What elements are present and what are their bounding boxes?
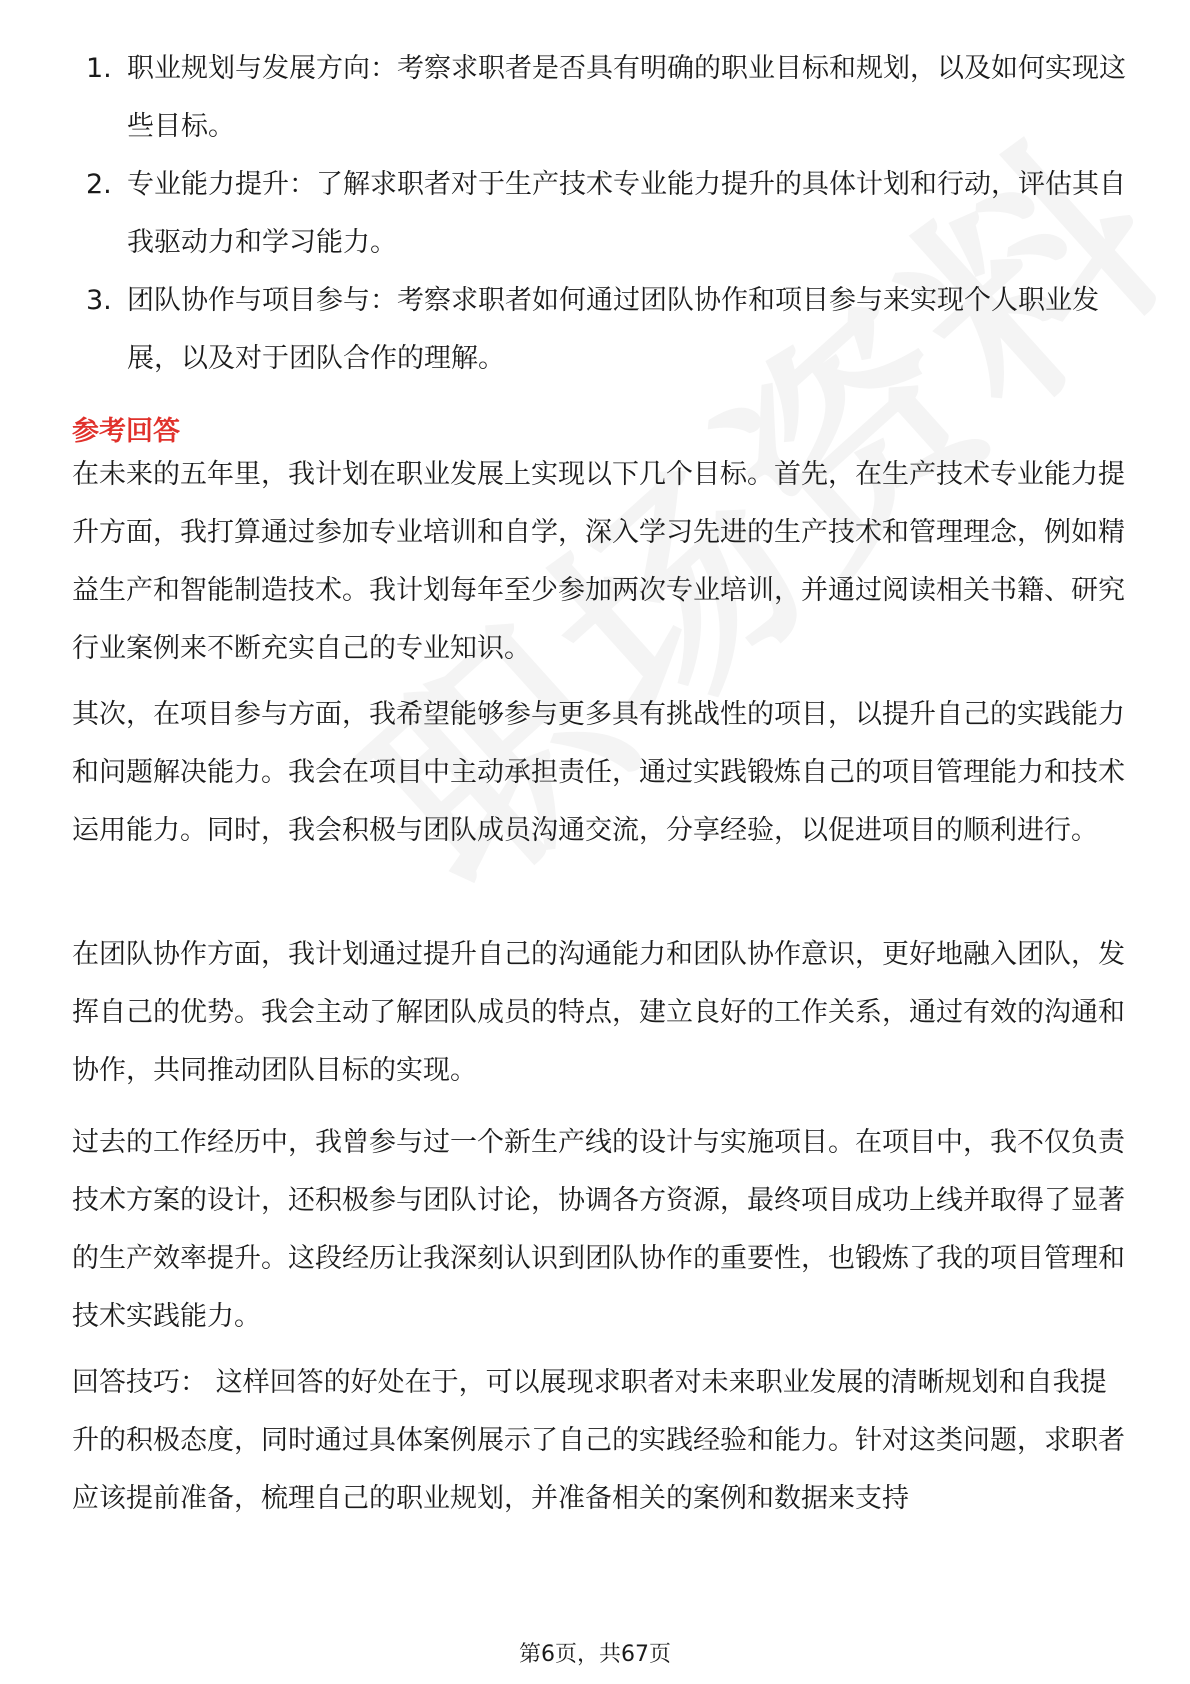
page-footer: 第6页，共67页 [519, 1642, 671, 1667]
criteria-list [72, 40, 1127, 388]
list-item [72, 40, 1127, 156]
list-item [72, 272, 1127, 388]
answer-paragraph-3: 在团队协作方面，我计划通过提升自己的沟通能力和团队协作意识，更好地融入团队，发挥自己的优势。我会主动了解团队成员的特点，建立良好的工作关系，通过有效的沟通和协作，共同推动团队目标的实现。 [72, 939, 1125, 1086]
list-item [72, 156, 1127, 272]
answer-paragraph-2: 其次，在项目参与方面，我希望能够参与更多具有挑战性的项目，以提升自己的实践能力和问题解决能力。我会在项目中主动承担责任，通过实践锻炼自己的项目管理能力和技术运用能力。同时，我会积极与团队成员沟通交流，分享经验，以促进项目的顺利进行。 [72, 699, 1125, 846]
answer-tips-paragraph: 回答技巧： 这样回答的好处在于，可以展现求职者对未来职业发展的清晰规划和自我提升的积极态度，同时通过具体案例展示了自己的实践经验和能力。针对这类问题，求职者应该提前准备，梳理自己的职业规划，并准备相关的案例和数据来支持 [72, 1367, 1125, 1514]
list-number: 3. [86, 285, 112, 316]
list-number: 1. [86, 53, 112, 84]
answer-paragraph-1: 在未来的五年里，我计划在职业发展上实现以下几个目标。首先，在生产技术专业能力提升方面，我打算通过参加专业培训和自学，深入学习先进的生产技术和管理理念，例如精益生产和智能制造技术。我计划每年至少参加两次专业培训，并通过阅读相关书籍、研究行业案例来不断充实自己的专业知识。 [72, 459, 1125, 664]
list-text: 团队协作与项目参与：考察求职者如何通过团队协作和项目参与来实现个人职业发展，以及对于团队合作的理解。 [127, 285, 1099, 374]
section-heading: 参考回答 [72, 416, 180, 447]
list-number: 2. [86, 169, 112, 200]
list-text: 专业能力提升：了解求职者对于生产技术专业能力提升的具体计划和行动，评估其自我驱动力和学习能力。 [127, 169, 1126, 258]
list-text: 职业规划与发展方向：考察求职者是否具有明确的职业目标和规划，以及如何实现这些目标。 [127, 53, 1126, 142]
answer-paragraph-4: 过去的工作经历中，我曾参与过一个新生产线的设计与实施项目。在项目中，我不仅负责技术方案的设计，还积极参与团队讨论，协调各方资源，最终项目成功上线并取得了显著的生产效率提升。这段经历让我深刻认识到团队协作的重要性，也锻炼了我的项目管理和技术实践能力。 [72, 1127, 1125, 1332]
